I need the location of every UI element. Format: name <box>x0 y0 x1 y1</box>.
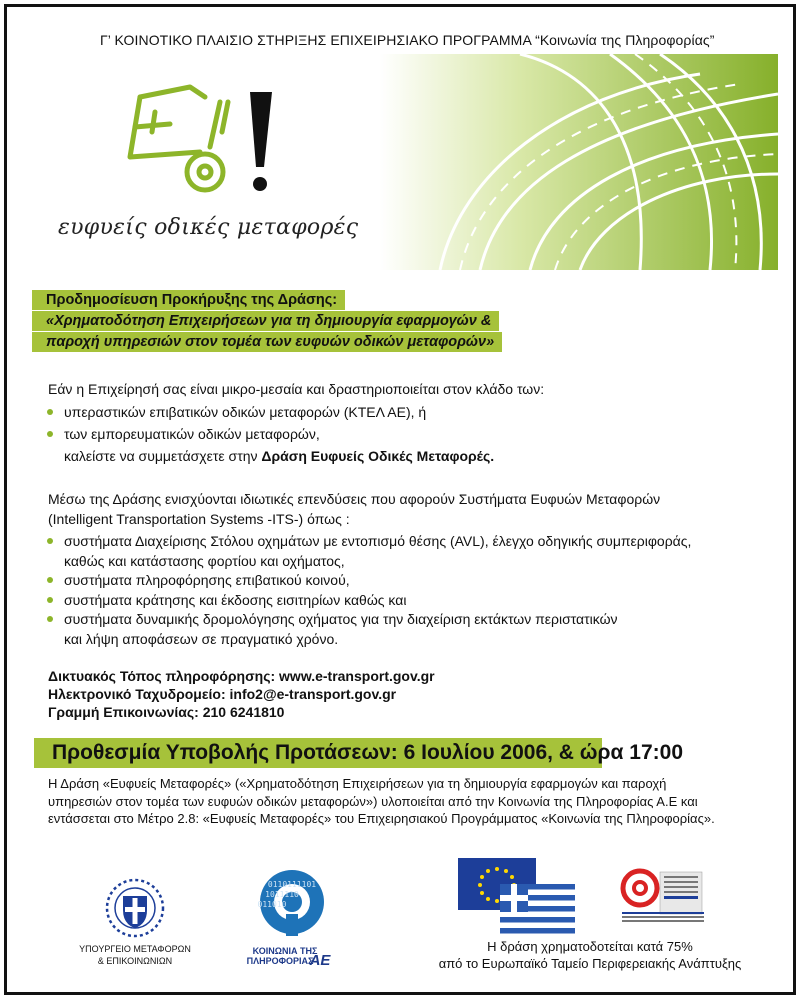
road-banner-graphic <box>380 54 778 270</box>
ktp-name-line-1: ΚΟΙΝΩΝΙΑ ΤΗΣ <box>252 946 318 956</box>
announcement-line-3: παροχή υπηρεσιών στον τομέα των ευφυών οδικών μεταφορών» <box>32 332 502 352</box>
ktp-binary-text: 1011110 <box>265 890 299 899</box>
information-society-at-icon <box>622 871 704 922</box>
announcement-heading <box>32 290 622 353</box>
funding-line-1: Η δράση χρηματοδοτείται κατά 75% <box>487 939 693 954</box>
ktp-binary-text: 011010 <box>257 900 287 909</box>
invitation-prefix: καλείστε να συμμετάσχετε στην <box>64 447 262 464</box>
email-line[interactable]: Ηλεκτρονικό Ταχυδρομείο: info2@e-transport.gov.gr <box>48 686 397 702</box>
its-intro-1: Μέσω της Δράσης ενισχύονται ιδιωτικές επενδύσεις που αφορούν Συστήματα Ευφυών Μεταφορών <box>48 491 661 507</box>
ktp-name-line-2: ΠΛΗΡΟΦΟΡΙΑΣ <box>246 956 314 966</box>
website-line[interactable]: Δικτυακός Τόπος πληροφόρησης: www.e-transport.gov.gr <box>48 668 435 684</box>
deadline-banner: Προθεσμία Υποβολής Προτάσεων: 6 Ιουλίου 2006, & ώρα 17:00 <box>34 738 602 768</box>
its-item-1: συστήματα Διαχείρισης Στόλου οχημάτων με εντοπισμό θέσης (AVL), έλεγχο οδηγικής συμπεριφοράς, <box>48 532 691 552</box>
greek-flag-icon <box>500 884 575 934</box>
eligibility-bullet: των εμπορευματικών οδικών μεταφορών, <box>48 425 544 445</box>
phone-line: Γραμμή Επικοινωνίας: 210 6241810 <box>48 704 285 720</box>
eligibility-intro: Εάν η Επιχείρησή σας είναι μικρο-μεσαία και δραστηριοποιείται στον κλάδο των: <box>48 381 545 397</box>
its-section <box>48 490 691 649</box>
invitation-action-name: Δράση Ευφυείς Οδικές Μεταφορές. <box>261 447 495 464</box>
eligibility-section <box>48 380 544 466</box>
efo-logo <box>110 72 310 212</box>
ministry-name-line-1: ΥΠΟΥΡΓΕΙΟ ΜΕΤΑΦΟΡΩΝ <box>79 944 191 954</box>
invitation-text <box>48 447 544 467</box>
funding-note <box>405 938 775 972</box>
announcement-line-2: «Χρηματοδότηση Επιχειρήσεων για τη δημιουργία εφαρμογών & <box>32 311 499 331</box>
program-title: Γ’ ΚΟΙΝΟΤΙΚΟ ΠΛΑΙΣΙΟ ΣΤΗΡΙΞΗΣ ΕΠΙΧΕΙΡΗΣΙΑΚΟ ΠΡΟΓΡΑΜΜΑ “Κοινωνία της Πληροφορίας” <box>100 32 715 48</box>
ktp-binary-text: 0110111101 <box>267 880 317 889</box>
contact-info <box>48 667 435 721</box>
closing-line-1: Η Δράση «Ευφυείς Μεταφορές» («Χρηματοδότηση Επιχειρήσεων για τη δημιουργία εφαρμογών και παροχή <box>48 776 667 791</box>
eligibility-bullet: υπεραστικών επιβατικών οδικών μεταφορών (ΚΤΕΛ ΑΕ), ή <box>48 403 544 423</box>
its-item-2: συστήματα πληροφόρησης επιβατικού κοινού, <box>48 571 691 591</box>
its-item-4-cont: και λήψη αποφάσεων σε πραγματικό χρόνο. <box>64 630 339 647</box>
closing-paragraph <box>48 775 715 828</box>
its-item-4: συστήματα δυναμικής δρομολόγησης οχήματος για την διαχείριση εκτάκτων περιστατικών <box>48 610 691 630</box>
slogan: ευφυείς οδικές μεταφορές <box>58 215 359 240</box>
ktp-ae-mark: ΑΕ <box>309 952 331 969</box>
closing-line-2: υπηρεσιών στον τομέα των ευφυών οδικών μεταφορών») υλοποιείται από την Κοινωνία της Πληροφορίας Α.Ε και <box>48 793 698 809</box>
funding-line-2: από το Ευρωπαϊκό Ταμείο Περιφερειακής Ανάπτυξης <box>438 956 742 971</box>
its-item-1-cont: καθώς και κατάστασης φορτίου και οχήματος, <box>64 552 345 569</box>
its-item-3: συστήματα κράτησης και έκδοσης εισιτηρίων καθώς και <box>48 591 691 611</box>
closing-line-3: εντάσσεται στο Μέτρο 2.8: «Ευφυείς Μεταφορές» του Επιχειρησιακού Προγράμματος «Κοινωνία της Πληροφορίας». <box>48 811 715 826</box>
ministry-name-line-2: & ΕΠΙΚΟΙΝΩΝΙΩΝ <box>97 956 173 966</box>
announcement-line-1: Προδημοσίευση Προκήρυξης της Δράσης: <box>32 290 345 310</box>
ministry-emblem-icon <box>107 880 163 936</box>
its-intro-2: (Intelligent Transportation Systems -ITS-) όπως : <box>48 510 350 527</box>
